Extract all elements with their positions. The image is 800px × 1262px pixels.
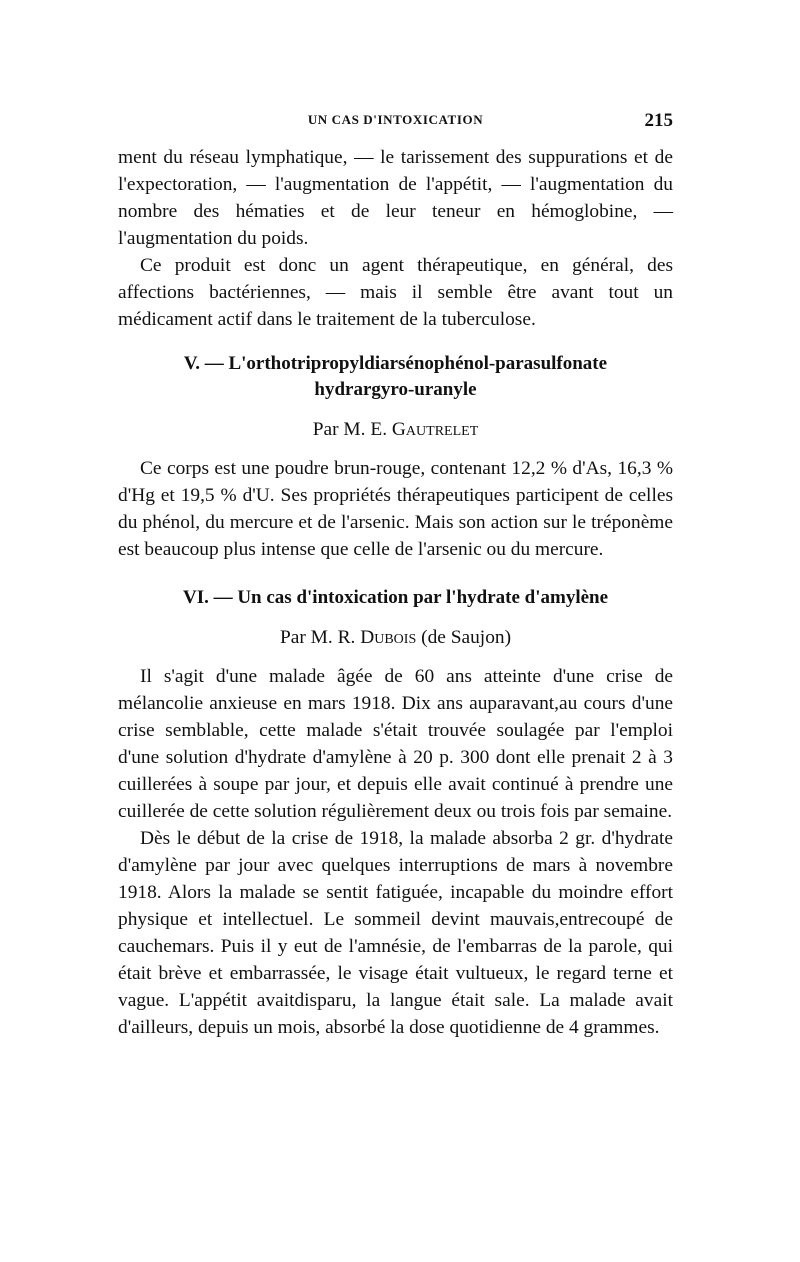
- section-vi-author-prefix: Par M. R.: [279, 627, 356, 648]
- section-vi-author-suffix: (de Saujon): [421, 627, 512, 648]
- section-v-author: [118, 417, 673, 443]
- section-vi-author-name: Dubois: [360, 627, 417, 648]
- running-head: [118, 108, 673, 144]
- paragraph-case-history: Il s'agit d'une malade âgée de 60 ans atteinte d'une crise de mélancolie anxieuse en mars 1918. Dix ans auparavant,au cours d'une crise semblable, cette malade s'était trouvée soulagée par l'emploi d'une solution d'hydrate d'amylène à 20 p. 300 dont elle prenait 2 à 3 cuillerées à soupe par jour, et depuis elle avait continué à prendre une cuillerée de cette solution régulièrement deux ou trois fois par semaine.: [118, 666, 673, 822]
- section-v-author-name: Gautrelet: [391, 419, 479, 440]
- section-v-heading-line2: hydrargyro-uranyle: [314, 379, 477, 400]
- paragraph-conclusion: Ce produit est donc un agent thérapeutique, en général, des affections bactériennes, — mais il semble être avant tout un médicament actif dans le traitement de la tuberculose.: [118, 255, 673, 330]
- paragraph-continuation: ment du réseau lymphatique, — le tarissement des suppurations et de l'expectoration, — l'augmentation de l'appétit, — l'augmentation du nombre des hématies et de leur teneur en hémoglobine, — l'augmentation du poids.: [118, 147, 673, 249]
- section-vi-author: [118, 625, 673, 651]
- page-number: 215: [644, 110, 673, 131]
- paragraph-compound-description: Ce corps est une poudre brun-rouge, contenant 12,2 % d'As, 16,3 % d'Hg et 19,5 % d'U. Ses propriétés thérapeutiques participent de celles du phénol, du mercure et de l'arsenic. Mais son action sur le tréponème est beaucoup plus intense que celle de l'arsenic ou du mercure.: [118, 458, 673, 560]
- section-v-heading-line1: V. — L'orthotripropyldiarsénophénol-parasulfonate: [183, 353, 608, 374]
- section-v-heading: [118, 351, 673, 403]
- paragraph-case-symptoms: Dès le début de la crise de 1918, la malade absorba 2 gr. d'hydrate d'amylène par jour avec quelques interruptions de mars à novembre 1918. Alors la malade se sentit fatiguée, incapable du moindre effort physique et intellectuel. Le sommeil devint mauvais,entrecoupé de cauchemars. Puis il y eut de l'amnésie, de l'embarras de la parole, qui était brève et embarrassée, le visage était vultueux, le regard terne et vague. L'appétit avaitdisparu, la langue était sale. La malade avait d'ailleurs, depuis un mois, absorbé la dose quotidienne de 4 grammes.: [118, 828, 673, 1038]
- section-v-author-prefix: Par M. E.: [312, 419, 388, 440]
- running-head-title: UN CAS D'INTOXICATION: [307, 112, 484, 127]
- document-page: [118, 108, 673, 1041]
- section-vi-heading: VI. — Un cas d'intoxication par l'hydrate d'amylène: [182, 587, 609, 608]
